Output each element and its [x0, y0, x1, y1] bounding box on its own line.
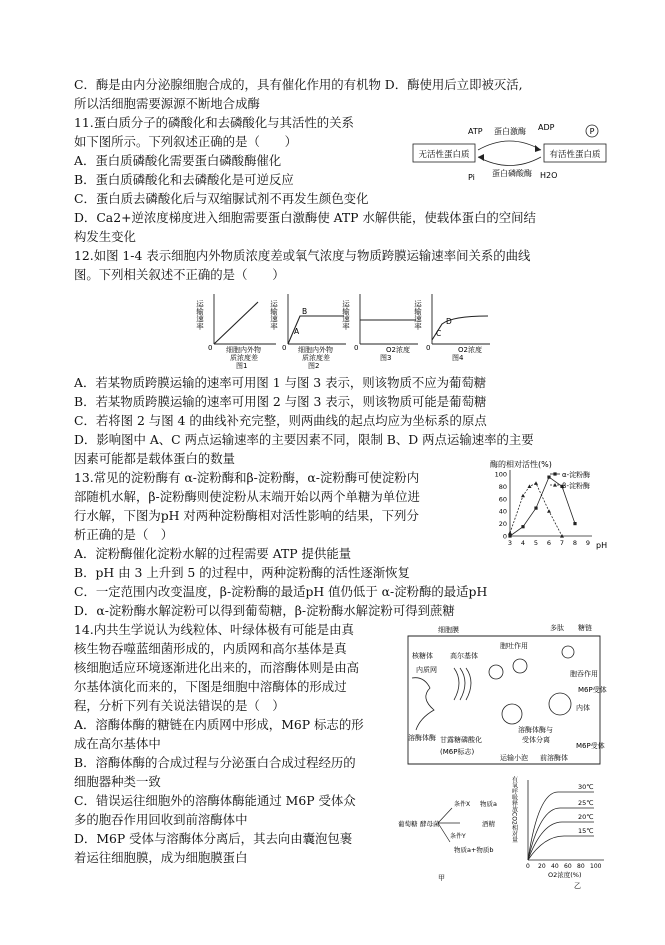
legend-alpha: α-淀粉酶	[562, 471, 591, 479]
y-tick-label: 40	[498, 507, 507, 516]
alpha-point	[547, 476, 550, 479]
inactive-protein-label: 无活性蛋白质	[418, 150, 470, 160]
phosphorylation-diagram	[410, 120, 610, 182]
pi-label: Pi	[468, 173, 475, 182]
vesicle-3	[562, 646, 574, 658]
q13-option-c: C．一定范围内改变温度，β-淀粉酶的最适pH 值仍低于 α-淀粉酶的最适pH	[74, 584, 488, 599]
graph-4-ylabel: 运输速率	[413, 300, 423, 330]
graph-1-xlabel: 细胞内外物	[226, 346, 261, 354]
phosphatase-arrowhead	[478, 154, 484, 161]
vesicle-1	[489, 665, 503, 679]
q14-stem-4: 尔基体演化而来的，下图是细胞中溶酶体的形成过	[74, 679, 347, 694]
temp-30c-label: 30℃	[578, 783, 594, 791]
atp-label: ATP	[468, 127, 483, 136]
beta-point	[508, 531, 512, 535]
label-jia: 甲	[438, 874, 445, 882]
q13-stem: 13.常见的淀粉酶有 α-淀粉酶和β-淀粉酶，α-淀粉酶可使淀粉内	[74, 470, 420, 485]
q14-option-d-cont: 着运往细胞膜，成为细胞膜蛋白	[74, 850, 248, 865]
x-tick-label: 5	[533, 539, 539, 547]
q10-option-c: C．酶是由内分泌腺细胞合成的，具有催化作用的有机物 D．酶使用后立即被灭活,	[74, 77, 523, 92]
graph-2-origin: 0	[282, 344, 287, 352]
yi-xtick-20: 20	[538, 863, 546, 870]
yi-xtick-0: 0	[526, 863, 530, 870]
pathway-jia	[398, 799, 497, 882]
graph-4-origin: 0	[426, 344, 431, 352]
legend-beta: β-淀粉酶	[562, 482, 590, 490]
ribosome-label: 核糖体	[412, 652, 433, 660]
q12-option-a: A．若某物质跨膜运输的速率可用图 1 与图 3 表示，则该物质不应为葡萄糖	[74, 375, 487, 390]
q14-option-a-cont: 成在高尔基体中	[74, 736, 161, 751]
x-tick-label: 9	[585, 539, 591, 547]
beta-point	[528, 484, 532, 488]
q11-option-d: D．Ca2+逆浓度梯度进入细胞需要蛋白激酶使 ATP 水解供能，使载体蛋白的空间结	[74, 210, 536, 225]
q14-stem-2: 核生物吞噬蓝细菌形成的，内质网和高尔基体是真	[74, 641, 347, 656]
temp-20c-label: 20℃	[578, 813, 594, 821]
graph-3	[341, 294, 418, 362]
lysosome-enzyme-label: 溶酶体酶	[408, 734, 436, 742]
er-label: 内质网	[416, 666, 437, 674]
q14-option-a: A．溶酶体酶的糖链在内质网中形成，M6P 标志的形	[74, 717, 364, 732]
alpha-point	[508, 534, 511, 537]
prelysosome-label: 前溶酶体	[540, 754, 568, 762]
vesicle-2	[513, 659, 527, 673]
graph-3-origin: 0	[354, 344, 359, 352]
x-tick-label: 6	[546, 539, 552, 547]
q11-option-b: B．蛋白质磷酸化和去磷酸化是可逆反应	[74, 172, 294, 187]
alpha-point	[521, 525, 524, 528]
graph-4	[413, 294, 490, 362]
graph-1-curve	[214, 302, 258, 344]
graph-2-xlabel: 细胞内外物	[298, 346, 333, 354]
q10-option-c-cont: 所以活细胞需要源源不断地合成酶	[74, 96, 260, 111]
m6p-receptor-label: M6P受体	[578, 686, 607, 694]
transport-vesicle-label: 运输小泡	[500, 754, 528, 762]
graph-1-origin: 0	[208, 344, 213, 352]
q14-option-d: D．M6P 受体与溶酶体分离后，其去向由囊泡包裹	[74, 831, 353, 846]
graph-2-title: 图2	[308, 362, 320, 370]
graph-yi	[511, 775, 605, 890]
graph-3-title: 图3	[380, 354, 392, 362]
q12-option-d: D．影响图中 A、C 两点运输速率的主要因素不同，限制 B、D 两点运输速率的主要	[74, 432, 534, 447]
q14-stem: 14.内共生学说认为线粒体、叶绿体极有可能是由真	[74, 622, 354, 637]
point-d-label: D	[446, 317, 452, 326]
graph-yi-ylabel: 有氧呼吸释放CO2相对量	[510, 776, 518, 843]
transport-rate-graphs	[196, 290, 496, 372]
point-b-label: B	[302, 307, 308, 316]
q11-option-d-cont: 构发生变化	[74, 229, 136, 244]
alcohol-label: 酒精	[482, 820, 495, 828]
receptor-separation-label: 受体分离	[522, 736, 550, 744]
beta-point	[521, 494, 525, 498]
endosome	[549, 693, 571, 715]
glucose-label: 葡萄糖	[398, 820, 418, 828]
graph-2-xlabel-2: 质浓度差	[302, 354, 330, 362]
golgi-label: 高尔基体	[450, 652, 478, 660]
substance-ab-label: 物质a+物质b	[454, 846, 494, 854]
q11-option-c: C．蛋白质去磷酸化后与双缩脲试剂不再发生颜色变化	[74, 191, 369, 206]
x-tick-label: 3	[507, 539, 513, 547]
label-yi: 乙	[574, 882, 581, 890]
q13-option-b: B．pH 由 3 上升到 5 的过程中，两种淀粉酶的活性逐渐恢复	[74, 565, 410, 580]
sugar-chain-label: 糖链	[578, 624, 592, 632]
graph-1	[196, 294, 279, 370]
chart-title: 酶的相对活性(%)	[490, 460, 552, 469]
condition-y-label: 条件Y	[450, 833, 466, 840]
q14-stem-3: 核细胞适应环境逐渐进化出来的，而溶酶体则是由高	[74, 660, 359, 675]
graph-1-ylabel: 运输速率	[196, 300, 205, 330]
legend-alpha-marker	[553, 472, 556, 475]
q13-stem-2: 部随机水解，β-淀粉酶则使淀粉从末端开始以两个单糖为单位进	[74, 489, 420, 504]
q14-option-b-cont: 细胞器种类一致	[74, 774, 161, 789]
kinase-label: 蛋白激酶	[494, 127, 526, 136]
graph-4-xlabel: O2浓度	[458, 346, 482, 354]
temp-15c-label: 15℃	[578, 827, 594, 835]
golgi-shape	[454, 668, 471, 700]
y-tick-label: 20	[498, 520, 507, 529]
exocytosis-label: 胞吐作用	[500, 642, 528, 650]
enzyme-activity-chart	[488, 458, 608, 556]
q12-option-c: C．若将图 2 与图 4 的曲线补充完整，则两曲线的起点均应为坐标系的原点	[74, 413, 487, 428]
er-shape	[412, 678, 434, 730]
graph-3-ylabel: 运输速率	[341, 300, 351, 330]
graph-4-title: 图4	[452, 354, 464, 362]
y-tick-label: 100	[494, 470, 507, 479]
q13-option-a: A．淀粉酶催化淀粉水解的过程需要 ATP 提供能量	[74, 546, 352, 561]
kinase-arrowhead	[535, 145, 541, 152]
point-c-label: C	[436, 329, 442, 338]
x-tick-label: 8	[572, 539, 578, 547]
q14-option-b: B．溶酶体酶的合成过程与分泌蛋白合成过程经历的	[74, 755, 356, 770]
q12-stem: 12.如图 1-4 表示细胞内外物质浓度差或氧气浓度与物质跨膜运输速率间关系的曲线	[74, 248, 531, 263]
endosome-label: 内体	[576, 704, 590, 712]
y-tick-label: 60	[498, 495, 507, 504]
graph-yi-xlabel: O2浓度(%)	[548, 871, 582, 879]
yi-xtick-40: 40	[551, 863, 559, 870]
q11-stem: 11.蛋白质分子的磷酸化和去磷酸化与其活性的关系	[74, 115, 354, 130]
q11-option-a: A．蛋白质磷酸化需要蛋白磷酸酶催化	[74, 153, 282, 168]
cell-membrane	[408, 636, 600, 764]
substance-a-label: 物质a	[480, 800, 497, 808]
adp-label: ADP	[538, 123, 555, 132]
q13-stem-4: 析正确的是（ ）	[74, 527, 174, 542]
q14-option-c-cont: 多的胞吞作用回收到前溶酶体中	[74, 812, 248, 827]
q12-option-b: B．若某物质跨膜运输的速率可用图 2 与图 3 表示，则该物质可能是葡萄糖	[74, 394, 487, 409]
q14-stem-5: 程，分析下列有关说法错误的是（ ）	[74, 698, 285, 713]
yeast-label: 酵母菌	[420, 820, 440, 828]
graph-2	[269, 294, 346, 370]
prelysosome-vesicle	[502, 704, 522, 724]
y-tick-label: 80	[498, 482, 507, 491]
x-tick-label: 4	[520, 539, 526, 547]
graph-1-xlabel-2: 质浓度差	[230, 354, 258, 362]
graph-3-xlabel: O2浓度	[386, 346, 410, 354]
beta-point	[547, 509, 551, 513]
phosphate-label: P	[589, 127, 595, 136]
phosphatase-arrow	[478, 157, 541, 166]
beta-point	[534, 481, 538, 485]
yi-xtick-80: 80	[577, 863, 585, 870]
polypeptide-label: 多肽	[550, 624, 564, 632]
kinase-arrow	[478, 141, 541, 150]
x-tick-label: 7	[559, 539, 565, 547]
yi-xtick-100: 100	[590, 863, 602, 870]
yeast-respiration-figure	[398, 772, 610, 890]
graph-1-title: 图1	[236, 362, 248, 370]
q12-option-d-cont: 因素可能都是载体蛋白的数量	[74, 451, 236, 466]
condition-x-label: 条件X	[454, 801, 471, 808]
alpha-point	[534, 507, 537, 510]
membrane-label: 细胞膜	[438, 626, 459, 634]
chart-xlabel: pH	[596, 541, 608, 550]
q11-stem-cont: 如下图所示。下列叙述正确的是（ ）	[74, 134, 298, 149]
enzyme-separation-label: 溶酶体酶与	[518, 726, 553, 734]
m6p-receptor-label-2: M6P受体	[576, 742, 605, 750]
mannose-phosphorylation-label: 甘露糖磷酸化	[440, 736, 482, 744]
yi-xtick-60: 60	[564, 863, 572, 870]
point-a-label: A	[294, 327, 300, 336]
phagocytosis-label: 胞吞作用	[570, 670, 598, 678]
graph-2-ylabel: 运输速率	[269, 300, 279, 330]
q12-stem-cont: 图。下列相关叙述不正确的是（ ）	[74, 267, 285, 282]
lysosome-formation-diagram	[400, 618, 610, 768]
q13-option-d: D．α-淀粉酶水解淀粉可以得到葡萄糖，β-淀粉酶水解淀粉可得到蔗糖	[74, 603, 455, 618]
q14-option-c: C．错误运往细胞外的溶酶体酶能通过 M6P 受体众	[74, 793, 356, 808]
y-tick-label: 0	[502, 532, 507, 541]
alpha-point	[573, 522, 576, 525]
q13-stem-3: 行水解，下图为pH 对两种淀粉酶相对活性影响的结果，下列分	[74, 508, 419, 523]
phosphatase-label: 蛋白磷酸酶	[492, 169, 532, 178]
h2o-label: H2O	[540, 171, 558, 180]
m6p-mark-label: (M6P标志)	[440, 748, 475, 756]
active-protein-label: 有活性蛋白质	[549, 150, 601, 160]
temp-25c-label: 25℃	[578, 799, 594, 807]
